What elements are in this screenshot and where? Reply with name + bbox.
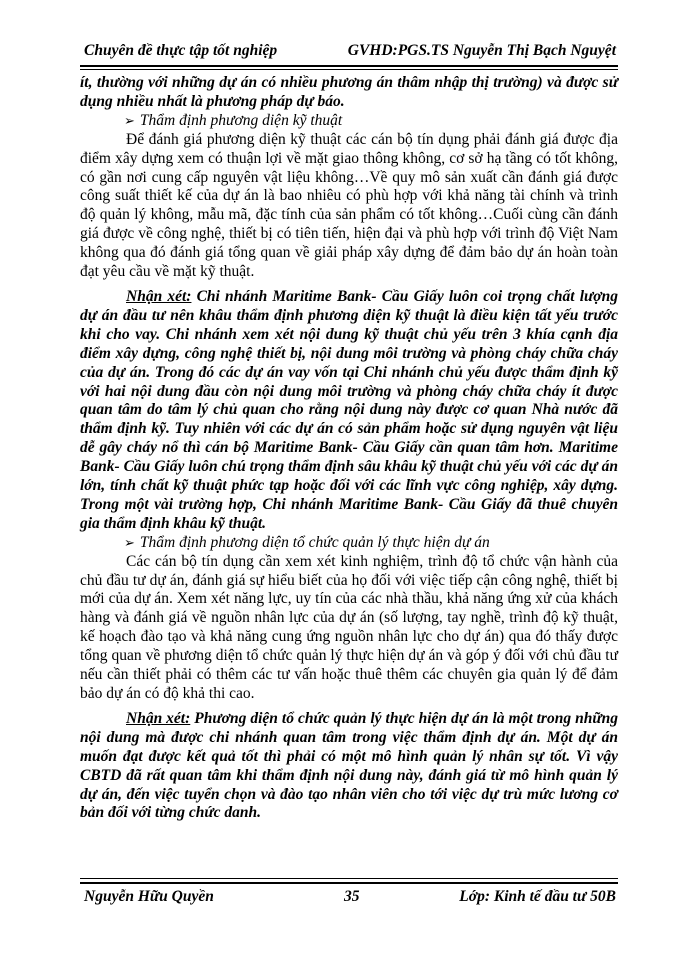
remark-label: Nhận xét: <box>126 287 192 305</box>
header-title: Chuyên đề thực tập tốt nghiệp <box>84 42 278 59</box>
paragraph-continuation: ít, thường với những dự án có nhiều phương án thâm nhập thị trường) và được sử dụng nhiều nhất là phương pháp dự báo. <box>80 74 618 110</box>
arrow-bullet-icon: ➢ <box>124 534 135 550</box>
remark-text: Phương diện tổ chức quản lý thực hiện dự án là một trong những nội dung mà được chi nhánh quan tâm trong việc thẩm định dự án. Một dự án muốn đạt được kết quả tốt thì phải có một mô hình quản lý nhân sự tốt. Vì vậy CBTD đã rất quan tâm khi thẩm định nội dung này, đánh giá từ mô hình quản lý dự án, đến việc tuyển chọn và đào tạo nhân viên cho tới việc dự trù mức lương cơ bản đối với từng chức danh. <box>80 709 618 822</box>
remark-technical <box>80 288 618 534</box>
page-footer <box>80 886 618 908</box>
remark-management <box>80 710 618 823</box>
remark-label: Nhận xét: <box>126 709 191 727</box>
footer-rule <box>80 882 618 884</box>
header-rule-thin <box>80 69 618 70</box>
paragraph-management: Các cán bộ tín dụng cần xem xét kinh nghiệm, trình độ tổ chức vận hành của chủ đầu tư dự án, đánh giá sự hiểu biết của họ đối với việc tiếp cận công nghệ, thiết bị mới của dự án. Xem xét năng lực, uy tín của các nhà thầu, khả năng ứng xử của khách hàng và đánh giá về nguồn nhân lực của dự án (số lượng, tay nghề, trình độ kỹ thuật, kế hoạch đào tạo và khả năng cung ứng nguồn nhân lực cho dự án) qua đó thấy được tổng quan về phương diện tổ chức quản lý thực hiện dự án và góp ý đối với chủ đầu tư nếu cần thiết phải có thêm các tư vấn hoặc thuê thêm các chuyên gia quản lý để đảm bảo dự án có độ khả thi cao. <box>80 552 618 702</box>
section-heading-text: Thẩm định phương diện kỹ thuật <box>139 111 343 129</box>
paragraph-technical: Để đánh giá phương diện kỹ thuật các cán bộ tín dụng phải đánh giá được địa điểm xây dựng xem có thuận lợi về mặt giao thông không, cơ sở hạ tầng có tốt không, có gần nơi cung cấp nguyên vật liệu không…Về quy mô sản xuất cần đánh giá được công suất thiết kế của dự án là bao nhiêu có phù hợp với khả năng tài chính và trình độ quản lý không, mẫu mã, đặc tính của sản phẩm có tốt không…Cuối cùng cần đánh giá được về công nghệ, thiết bị có tiên tiến, hiện đại và phù hợp với trình độ Việt Nam không qua đó đánh giá tổng quan về giải pháp xây dựng để đảm bảo dự án hoàn toàn đạt yêu cầu về mặt kỹ thuật. <box>80 130 618 281</box>
footer-author: Nguyễn Hữu Quyền <box>84 888 214 905</box>
page-number: 35 <box>344 888 360 905</box>
header-rule <box>80 65 618 67</box>
page-body <box>80 74 618 823</box>
footer-class: Lớp: Kinh tế đầu tư 50B <box>459 888 616 905</box>
section-heading-text: Thẩm định phương diện tổ chức quản lý thực hiện dự án <box>139 533 490 551</box>
section-heading-technical <box>80 112 618 131</box>
header-advisor: GVHD:PGS.TS Nguyễn Thị Bạch Nguyệt <box>347 42 616 59</box>
page-header <box>80 40 618 62</box>
arrow-bullet-icon: ➢ <box>124 112 135 128</box>
footer-rule-thin <box>80 878 618 879</box>
remark-text: Chi nhánh Maritime Bank- Cầu Giấy luôn coi trọng chất lượng dự án đầu tư nên khâu thẩm định phương diện kỹ thuật là điều kiện tất yếu trước khi cho vay. Chi nhánh xem xét nội dung kỹ thuật chủ yếu trên 3 khía cạnh địa điểm xây dựng, công nghệ thiết bị, nội dung môi trường và phòng cháy chữa cháy của dự án. Trong đó các dự án vay vốn tại Chi nhánh chủ yếu được thẩm định kỹ với hai nội dung đầu còn nội dung môi trường và phòng cháy chữa cháy ít được quan tâm do tâm lý chủ quan cho rằng nội dung này được cơ quan Nhà nước đã thẩm định kỹ. Tuy nhiên với các dự án có sản phẩm hoặc sử dụng nguyên vật liệu dễ gây cháy nổ thì cán bộ Maritime Bank- Cầu Giấy cần quan tâm hơn. Maritime Bank- Cầu Giấy luôn chú trọng thẩm định sâu khâu kỹ thuật chủ yếu với các dự án lớn, tính chất kỹ thuật phức tạp hoặc đối với các lĩnh vực công nghiệp, xây dựng. Trong một vài trường hợp, Chi nhánh Maritime Bank- Cầu Giấy đã thuê chuyên gia thẩm định khâu kỹ thuật. <box>80 287 618 532</box>
section-heading-management <box>80 534 618 553</box>
